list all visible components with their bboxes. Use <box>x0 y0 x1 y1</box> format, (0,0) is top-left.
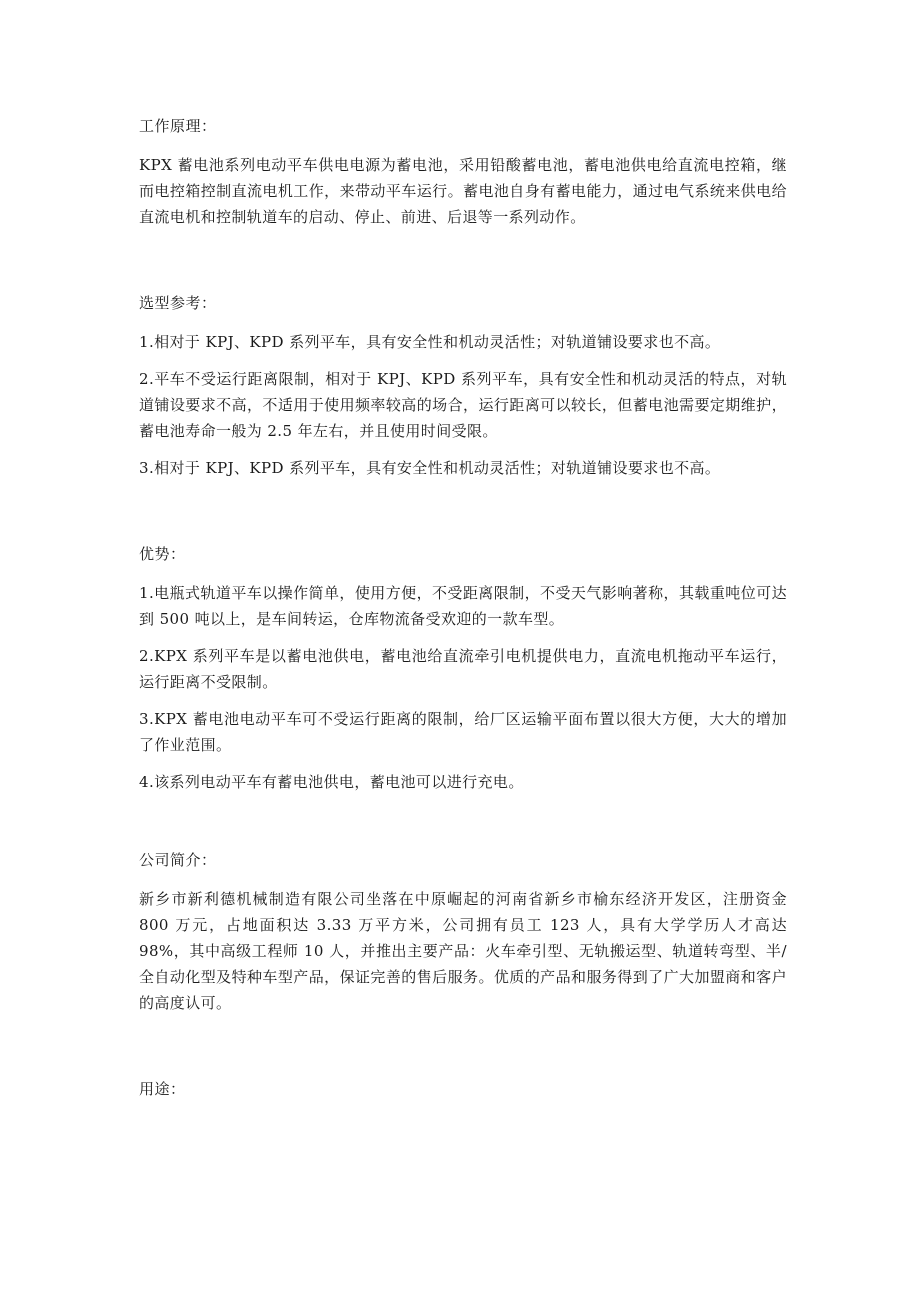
spacer <box>139 492 787 540</box>
section-usage <box>139 1075 787 1103</box>
section-advantages <box>139 540 787 795</box>
section-company <box>139 846 787 1016</box>
paragraph: KPX 蓄电池系列电动平车供电电源为蓄电池，采用铅酸蓄电池，蓄电池供电给直流电控箱，继而电控箱控制直流电机工作，来带动平车运行。蓄电池自身有蓄电能力，通过电气系统来供电给直流电机和控制轨道车的启动、停止、前进、后退等一系列动作。 <box>139 156 787 226</box>
paragraph: 1.相对于 KPJ、KPD 系列平车，具有安全性和机动灵活性；对轨道铺设要求也不高。 <box>139 333 721 351</box>
document-page <box>139 112 787 1115</box>
paragraph: 2.KPX 系列平车是以蓄电池供电，蓄电池给直流牵引电机提供电力，直流电机拖动平车运行，运行距离不受限制。 <box>139 647 787 691</box>
section-heading: 用途： <box>139 1080 186 1098</box>
section-heading: 公司简介： <box>139 851 217 869</box>
section-heading: 选型参考： <box>139 294 217 312</box>
spacer <box>139 806 787 846</box>
spacer <box>139 1027 787 1075</box>
paragraph: 2.平车不受运行距离限制，相对于 KPJ、KPD 系列平车，具有安全性和机动灵活的特点，对轨道铺设要求不高，不适用于使用频率较高的场合，运行距离可以较长，但蓄电池需要定期维护，蓄电池寿命一般为 2.5 年左右，并且使用时间受限。 <box>139 370 787 440</box>
paragraph: 新乡市新利德机械制造有限公司坐落在中原崛起的河南省新乡市榆东经济开发区，注册资金 800 万元，占地面积达 3.33 万平方米，公司拥有员工 123 人，具有大学学历人才高达 98%，其中高级工程师 10 人，并推出主要产品：火车牵引型、无轨搬运型、轨道转弯型、半/全自动化型及特种车型产品，保证完善的售后服务。优质的产品和服务得到了广大加盟商和客户的高度认可。 <box>139 890 787 1012</box>
section-principle <box>139 112 787 230</box>
paragraph: 3.KPX 蓄电池电动平车可不受运行距离的限制，给厂区运输平面布置以很大方便，大大的增加了作业范围。 <box>139 710 787 754</box>
section-selection <box>139 289 787 481</box>
section-heading: 工作原理： <box>139 117 217 135</box>
paragraph: 3.相对于 KPJ、KPD 系列平车，具有安全性和机动灵活性；对轨道铺设要求也不高。 <box>139 459 721 477</box>
paragraph: 1.电瓶式轨道平车以操作简单，使用方便，不受距离限制，不受天气影响著称，其载重吨位可达到 500 吨以上，是车间转运，仓库物流备受欢迎的一款车型。 <box>139 584 787 628</box>
section-heading: 优势： <box>139 545 186 563</box>
paragraph: 4.该系列电动平车有蓄电池供电，蓄电池可以进行充电。 <box>139 773 524 791</box>
spacer <box>139 241 787 289</box>
